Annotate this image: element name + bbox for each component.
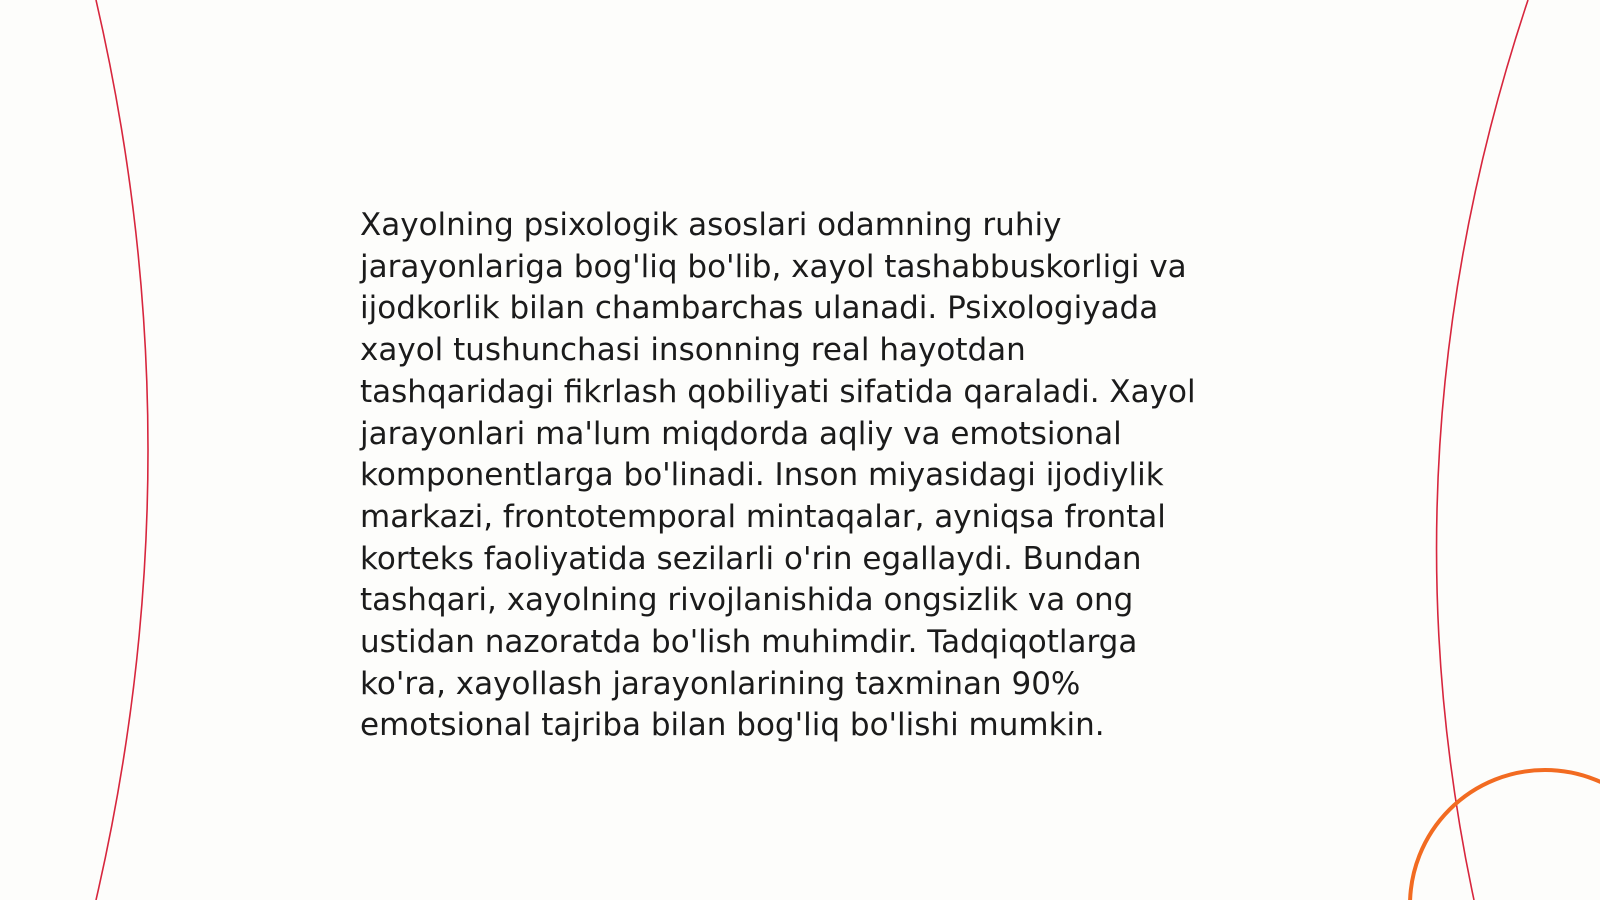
paragraph-line: emotsional tajriba bilan bog'liq bo'lishi mumkin. (360, 707, 1105, 744)
paragraph-line: xayol tushunchasi insonning real hayotdan (360, 332, 1026, 369)
orange-circle (1410, 770, 1600, 900)
paragraph-line: Xayolning psixologik asoslari odamning ruhiy (360, 207, 1062, 243)
paragraph-line: ko'ra, xayollash jarayonlarining taxminan 90% (360, 665, 1081, 702)
paragraph-line: komponentlarga bo'linadi. Inson miyasidagi ijodiylik (360, 457, 1164, 494)
paragraph-line: tashqaridagi fikrlash qobiliyati sifatida qaraladi. Xayol (360, 373, 1196, 410)
body-paragraph (360, 205, 1260, 747)
paragraph-line: jarayonlari ma'lum miqdorda aqliy va emotsional (360, 415, 1122, 452)
paragraph-line: korteks faoliyatida sezilarli o'rin egallaydi. Bundan (360, 540, 1142, 577)
paragraph-line: ijodkorlik bilan chambarchas ulanadi. Psixologiyada (360, 290, 1159, 327)
right-arc (1437, 0, 1528, 900)
paragraph-line: jarayonlariga bog'liq bo'lib, xayol tashabbuskorligi va (360, 248, 1187, 285)
left-arc (96, 0, 148, 900)
paragraph-line: ustidan nazoratda bo'lish muhimdir. Tadqiqotlarga (360, 624, 1138, 661)
paragraph-line: tashqari, xayolning rivojlanishida ongsizlik va ong (360, 582, 1134, 619)
paragraph-line: markazi, frontotemporal mintaqalar, ayniqsa frontal (360, 498, 1166, 535)
